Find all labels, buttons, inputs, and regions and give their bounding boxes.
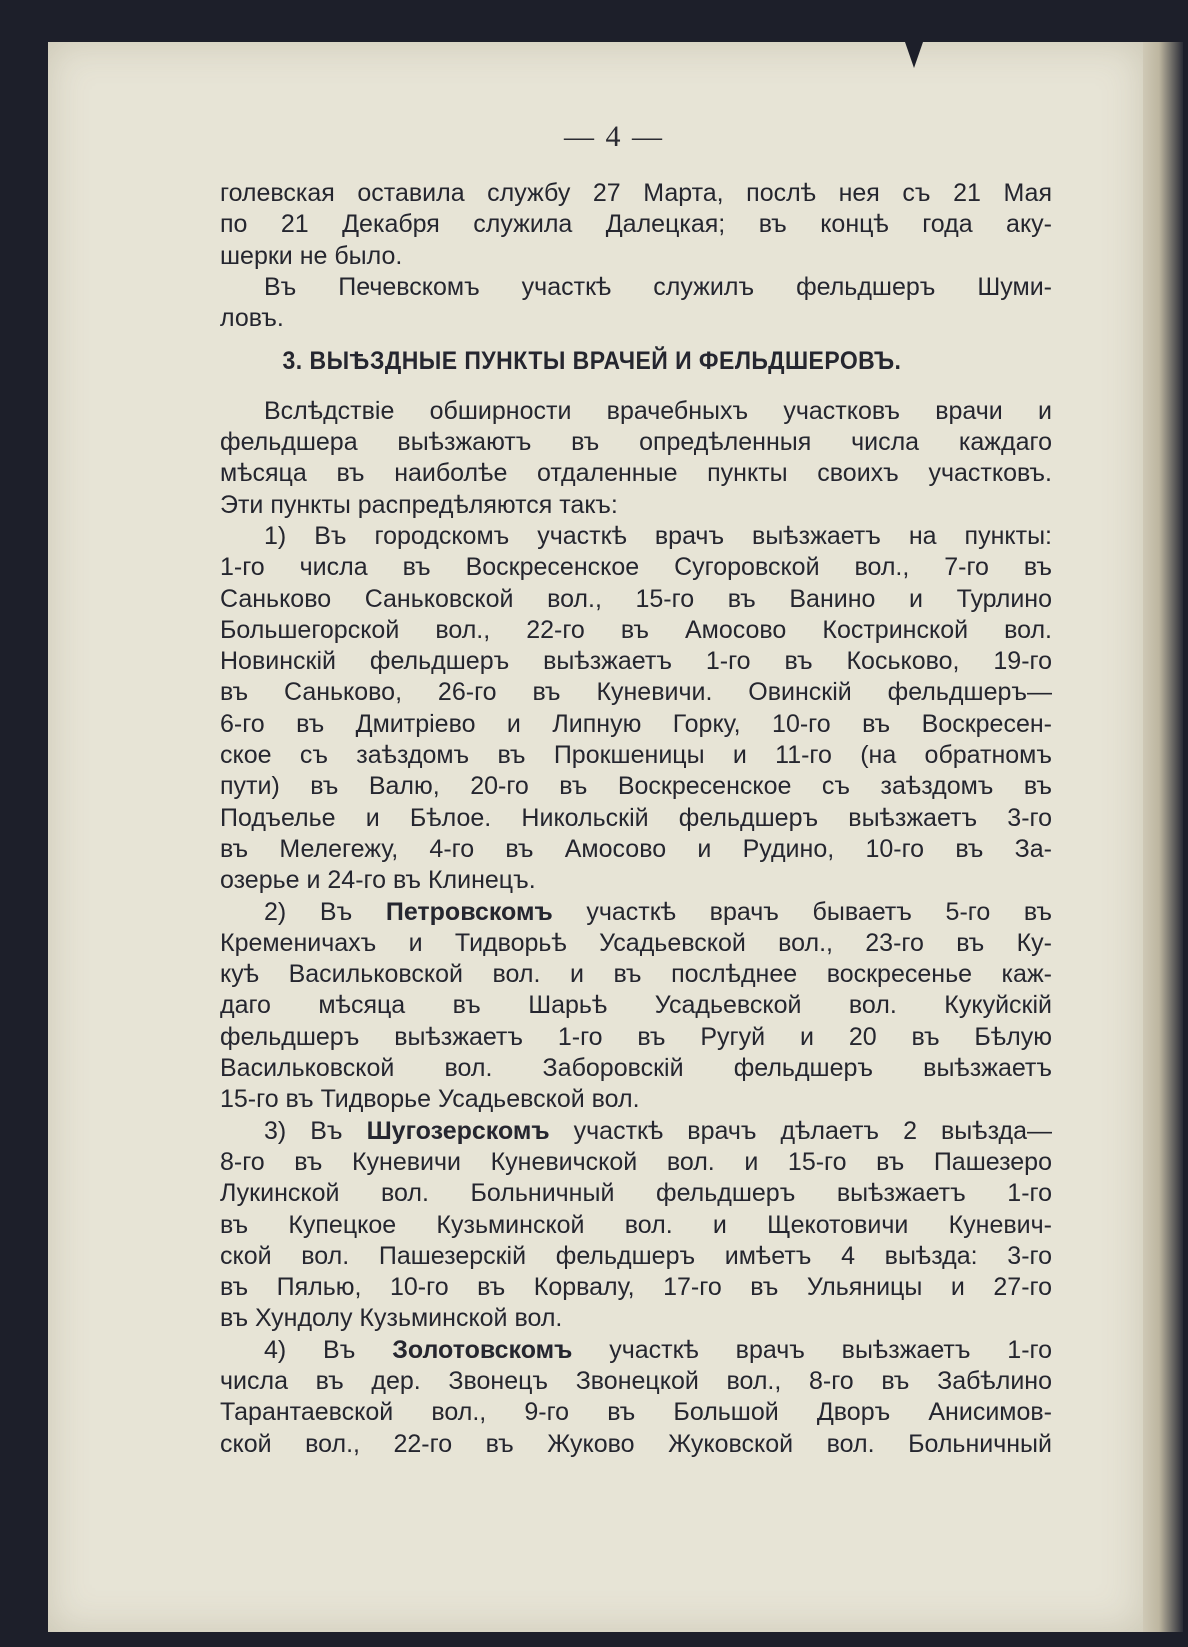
page-edge	[1143, 42, 1183, 1632]
text-line: числа въ дер. Звонецъ Звонецкой вол., 8-го въ Забѣлино	[220, 1366, 1052, 1395]
text-line: въ Саньково, 26-го въ Куневичи. Овинскій фельдшеръ—	[220, 678, 1052, 707]
text-line: 1-го числа въ Воскресенское Сугоровской вол., 7-го въ	[220, 553, 1052, 582]
text-line: озерье и 24-го въ Клинецъ.	[220, 866, 536, 895]
paragraph	[220, 1116, 1052, 1335]
page-number: — 4 —	[564, 120, 664, 153]
text-line: ское съ заѣздомъ въ Прокшеницы и 11-го (на обратномъ	[220, 741, 1052, 770]
paragraph	[220, 396, 1052, 521]
text-line: Кременичахъ и Тидворьѣ Усадьевской вол., 23-го въ Ку-	[220, 928, 1052, 957]
text-line: Васильковской вол. Заборовскій фельдшеръ выѣзжаетъ	[220, 1054, 1052, 1083]
text-line: Въ Печевскомъ участкѣ служилъ фельдшеръ Шуми-	[264, 272, 1052, 301]
text-line: Лукинской вол. Больничный фельдшеръ выѣзжаетъ 1-го	[220, 1179, 1052, 1208]
section-prefix: 4) Въ	[264, 1335, 356, 1364]
text-line: 1) Въ городскомъ участкѣ врачъ выѣзжаетъ на пункты:	[264, 521, 1052, 550]
text-fragment: участкѣ врачъ дѣлаетъ 2 выѣзда—	[573, 1116, 1052, 1145]
text-line: въ Мелегежу, 4-го въ Амосово и Рудино, 10-го въ За-	[220, 834, 1052, 863]
text-line: мѣсяца въ наиболѣе отдаленные пункты своихъ участковъ.	[220, 459, 1052, 488]
district-name: Шугозерскомъ	[366, 1116, 550, 1145]
text-line: Эти пункты распредѣляются такъ:	[220, 490, 618, 519]
text-line: шерки не было.	[220, 241, 403, 270]
section-prefix: 2) Въ	[264, 897, 353, 926]
text-line: фельдшера выѣзжаютъ въ опредѣленныя числа каждаго	[220, 428, 1052, 457]
district-name: Петровскомъ	[385, 897, 553, 926]
text-line	[220, 1335, 1052, 1366]
text-line: ской вол. Пашезерскій фельдшеръ имѣетъ 4 выѣзда: 3-го	[220, 1241, 1052, 1270]
text-line: въ Купецкое Кузьминской вол. и Щекотовичи Куневич-	[220, 1210, 1052, 1239]
text-line: 6-го въ Дмитріево и Липную Горку, 10-го въ Воскресен-	[220, 709, 1052, 738]
text-line: ской вол., 22-го въ Жуково Жуковской вол. Больничный	[220, 1429, 1052, 1458]
paragraph	[220, 897, 1052, 1116]
text-line: въ Хундолу Кузьминской вол.	[220, 1304, 563, 1333]
text-fragment: участкѣ врачъ выѣзжаетъ 1-го	[609, 1335, 1053, 1364]
paragraph	[220, 1335, 1052, 1460]
district-name: Золотовскомъ	[392, 1335, 573, 1364]
text-line	[220, 897, 1052, 928]
text-line: Тарантаевской вол., 9-го въ Большой Дворъ Анисимов-	[220, 1398, 1052, 1427]
text-line: Большегорской вол., 22-го въ Амосово Костринской вол.	[220, 615, 1052, 644]
text-line: Подъелье и Бѣлое. Никольскій фельдшеръ выѣзжаетъ 3-го	[220, 803, 1052, 832]
text-line: Новинскій фельдшеръ выѣзжаетъ 1-го въ Коськово, 19-го	[220, 647, 1052, 676]
text-line: 15-го въ Тидворье Усадьевской вол.	[220, 1085, 640, 1114]
paragraph	[220, 272, 1052, 335]
page-notch	[905, 42, 923, 68]
text-line: въ Пялью, 10-го въ Корвалу, 17-го въ Ульяницы и 27-го	[220, 1273, 1052, 1302]
text-line: фельдшеръ выѣзжаетъ 1-го въ Ругуй и 20 въ Бѣлую	[220, 1022, 1052, 1051]
text-line	[220, 1116, 1052, 1147]
paragraph	[220, 521, 1052, 897]
paragraph	[220, 178, 1052, 272]
text-line: даго мѣсяца въ Шарьѣ Усадьевской вол. Кукуйскій	[220, 991, 1052, 1020]
text-line: Саньково Саньковской вол., 15-го въ Ванино и Турлино	[220, 584, 1052, 613]
text-line: по 21 Декабря служила Далецкая; въ концѣ года аку-	[220, 210, 1052, 239]
text-line: 8-го въ Куневичи Куневичской вол. и 15-го въ Пашезеро	[220, 1147, 1052, 1176]
section-prefix: 3) Въ	[264, 1116, 343, 1145]
text-line: пути) въ Валю, 20-го въ Воскресенское съ заѣздомъ въ	[220, 772, 1052, 801]
text-line: Вслѣдствіе обширности врачебныхъ участковъ врачи и	[264, 396, 1052, 425]
text-line: куѣ Васильковской вол. и въ послѣднее воскресенье каж-	[220, 960, 1052, 989]
text-line: ловъ.	[220, 304, 284, 333]
page-text	[220, 178, 1052, 1460]
section-heading: 3. ВЫѢЗДНЫЕ ПУНКТЫ ВРАЧЕЙ И ФЕЛЬДШЕРОВЪ.	[282, 347, 902, 376]
text-fragment: участкѣ врачъ бываетъ 5-го въ	[586, 897, 1052, 926]
text-line: голевская оставила службу 27 Марта, послѣ нея съ 21 Мая	[220, 179, 1052, 207]
